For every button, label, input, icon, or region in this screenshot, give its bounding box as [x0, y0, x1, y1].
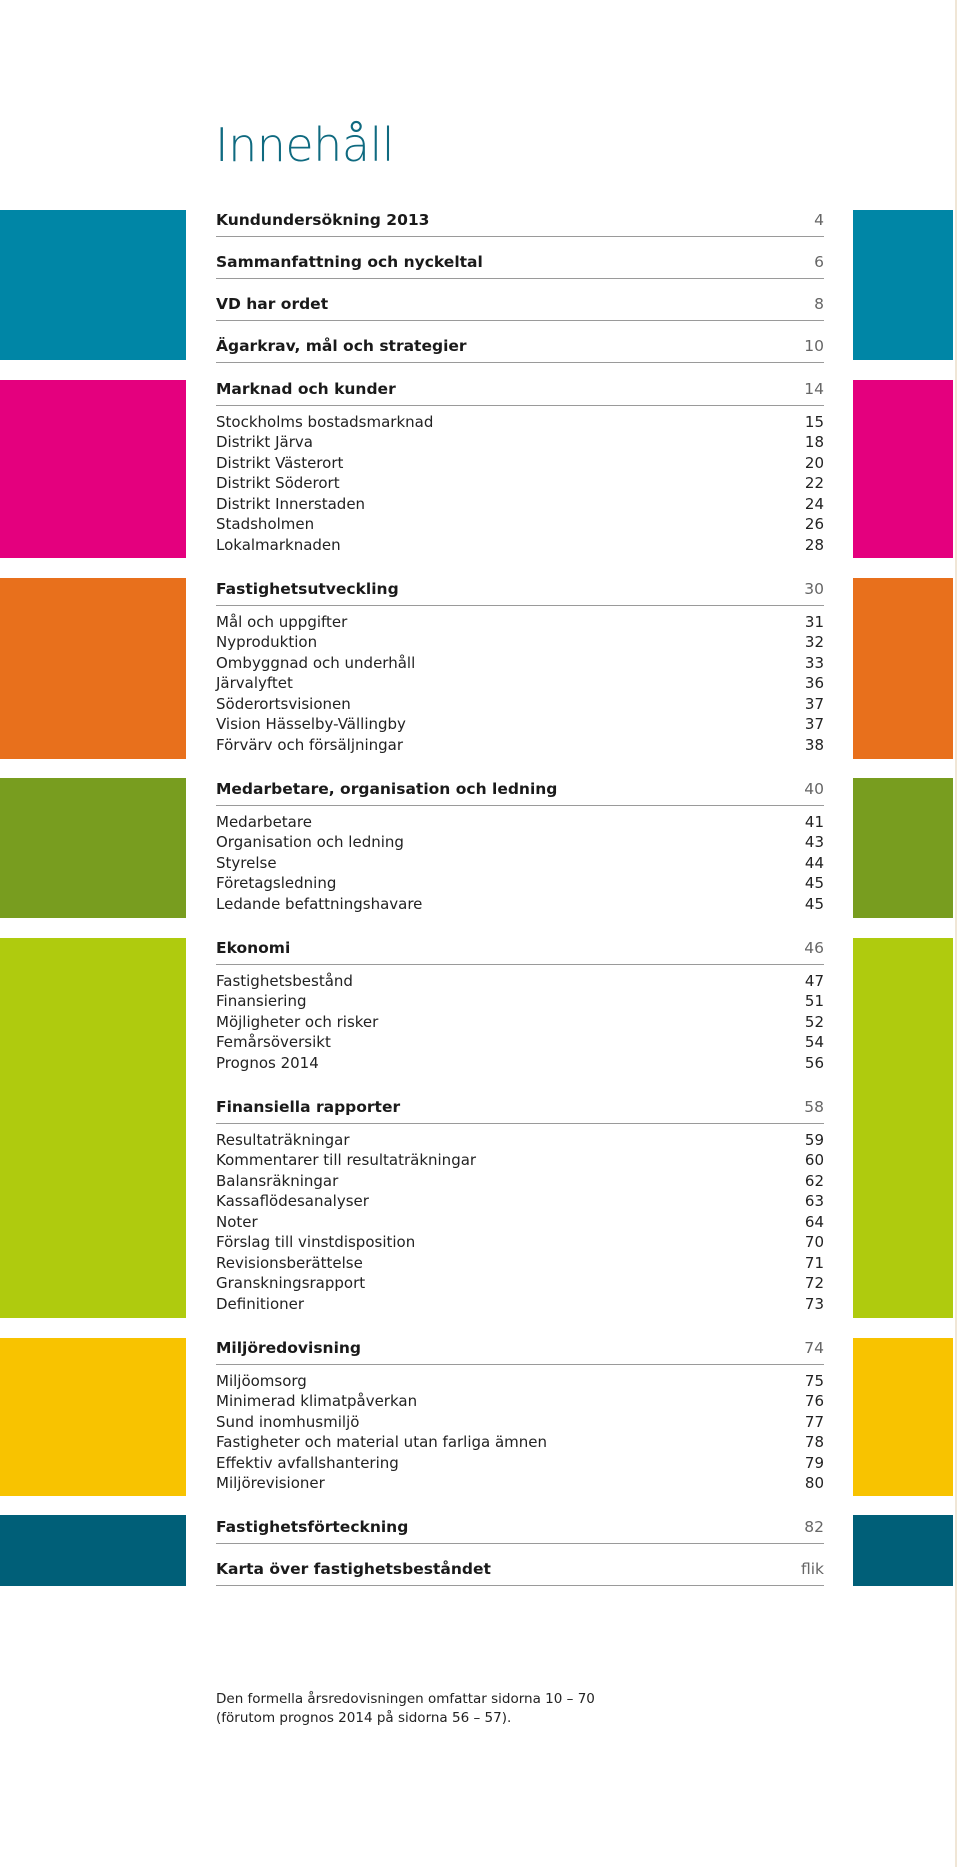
toc-item-page: 64: [804, 1213, 824, 1231]
toc-item-page: 37: [804, 715, 824, 733]
color-block-right-lime: [853, 938, 953, 1318]
toc-item[interactable]: [216, 632, 824, 652]
toc-section-label: Ekonomi: [216, 939, 291, 957]
toc-item-label: Söderortsvisionen: [216, 695, 351, 713]
toc-section-sammanfattning[interactable]: [216, 250, 824, 279]
toc-section-fastighetsforteckning[interactable]: [216, 1515, 824, 1544]
toc-item[interactable]: [216, 1391, 824, 1411]
toc-section-label: Kundundersökning 2013: [216, 211, 430, 229]
toc-item-page: 59: [804, 1131, 824, 1149]
toc-item-label: Kassaflödesanalyser: [216, 1192, 369, 1210]
toc-item[interactable]: [216, 714, 824, 734]
toc-item-page: 45: [804, 895, 824, 913]
toc-item-label: Nyproduktion: [216, 633, 318, 651]
toc-item[interactable]: [216, 1371, 824, 1391]
toc-item[interactable]: [216, 894, 824, 914]
toc-item-page: 26: [804, 515, 824, 533]
toc-section-page: 10: [804, 337, 824, 355]
toc-item-label: Kommentarer till resultaträkningar: [216, 1151, 477, 1169]
toc-item-label: Vision Hässelby-Vällingby: [216, 715, 406, 733]
toc-item-page: 60: [804, 1151, 824, 1169]
toc-section-label: VD har ordet: [216, 295, 329, 313]
toc-item[interactable]: [216, 1150, 824, 1170]
toc-section-label: Miljöredovisning: [216, 1339, 362, 1357]
toc-section-ekonomi[interactable]: [216, 936, 824, 965]
toc-section-medarbetare[interactable]: [216, 777, 824, 806]
footnote-line-2: (förutom prognos 2014 på sidorna 56 – 57).: [216, 1710, 512, 1726]
toc-item[interactable]: [216, 735, 824, 755]
footnote-line-1: Den formella årsredovisningen omfattar sidorna 10 – 70: [216, 1691, 595, 1707]
color-block-left-blue: [0, 210, 186, 360]
color-block-left-lime: [0, 938, 186, 1318]
toc-item-page: 47: [804, 972, 824, 990]
toc-item-page: 36: [804, 674, 824, 692]
toc-section-label: Fastighetsförteckning: [216, 1518, 409, 1536]
toc-item[interactable]: [216, 535, 824, 555]
toc-item-label: Granskningsrapport: [216, 1274, 366, 1292]
toc-item[interactable]: [216, 653, 824, 673]
color-block-right-yellow: [853, 1338, 953, 1496]
toc-item-label: Stockholms bostadsmarknad: [216, 413, 434, 431]
toc-item-label: Fastighetsbestånd: [216, 972, 353, 990]
toc-item-page: 73: [804, 1295, 824, 1313]
toc-section-finansiella-rapporter[interactable]: [216, 1095, 824, 1124]
toc-item-label: Definitioner: [216, 1295, 305, 1313]
toc-item-label: Lokalmarknaden: [216, 536, 341, 554]
color-block-right-magenta: [853, 380, 953, 558]
color-block-right-orange: [853, 578, 953, 759]
toc-item-page: 78: [804, 1433, 824, 1451]
toc-item-label: Minimerad klimatpåverkan: [216, 1392, 418, 1410]
toc-item-page: 62: [804, 1172, 824, 1190]
toc-item[interactable]: [216, 432, 824, 452]
toc-section-page: 6: [814, 253, 824, 271]
toc-item-page: 24: [804, 495, 824, 513]
toc-item-label: Organisation och ledning: [216, 833, 404, 851]
toc-item-label: Prognos 2014: [216, 1054, 319, 1072]
toc-item-page: 20: [804, 454, 824, 472]
toc-item-page: 43: [804, 833, 824, 851]
toc-item-page: 76: [804, 1392, 824, 1410]
toc-item-label: Distrikt Söderort: [216, 474, 340, 492]
toc-section-page: 58: [804, 1098, 824, 1116]
toc-item[interactable]: [216, 971, 824, 991]
toc-item-page: 72: [804, 1274, 824, 1292]
toc-item[interactable]: [216, 494, 824, 514]
toc-item-page: 18: [804, 433, 824, 451]
toc-item[interactable]: [216, 1191, 824, 1211]
toc-item-label: Förslag till vinstdisposition: [216, 1233, 416, 1251]
toc-section-page: 40: [804, 780, 824, 798]
toc-section-agarkrav[interactable]: [216, 334, 824, 363]
toc-item[interactable]: [216, 1171, 824, 1191]
toc-item-label: Järvalyftet: [216, 674, 293, 692]
toc-section-miljoredovisning[interactable]: [216, 1336, 824, 1365]
toc-item-label: Medarbetare: [216, 813, 312, 831]
toc-item[interactable]: [216, 991, 824, 1011]
toc-item-page: 41: [804, 813, 824, 831]
toc-item-label: Stadsholmen: [216, 515, 315, 533]
toc-item-label: Miljörevisioner: [216, 1474, 325, 1492]
color-block-right-teal: [853, 1515, 953, 1586]
toc-item[interactable]: [216, 453, 824, 473]
toc-item-page: 77: [804, 1413, 824, 1431]
color-block-right-olive: [853, 778, 953, 918]
color-block-left-yellow: [0, 1338, 186, 1496]
toc-item-label: Företagsledning: [216, 874, 337, 892]
toc-item-page: 37: [804, 695, 824, 713]
toc-item-page: 79: [804, 1454, 824, 1472]
toc-item[interactable]: [216, 673, 824, 693]
toc-section-label: Sammanfattning och nyckeltal: [216, 253, 483, 271]
toc-item-label: Resultaträkningar: [216, 1131, 350, 1149]
toc-item-page: 45: [804, 874, 824, 892]
toc-item-page: 63: [804, 1192, 824, 1210]
toc-item[interactable]: [216, 853, 824, 873]
toc-item-page: 56: [804, 1054, 824, 1072]
toc-item-label: Möjligheter och risker: [216, 1013, 379, 1031]
toc-item-label: Effektiv avfallshantering: [216, 1454, 399, 1472]
toc-item[interactable]: [216, 612, 824, 632]
toc-section-label: Finansiella rapporter: [216, 1098, 401, 1116]
toc-section-label: Ägarkrav, mål och strategier: [216, 337, 467, 355]
toc-item-page: 51: [804, 992, 824, 1010]
toc-item-page: 33: [804, 654, 824, 672]
toc-item[interactable]: [216, 1053, 824, 1073]
toc-item[interactable]: [216, 1453, 824, 1473]
toc-item-page: 32: [804, 633, 824, 651]
toc-item[interactable]: [216, 1473, 824, 1493]
toc-item[interactable]: [216, 873, 824, 893]
toc-item[interactable]: [216, 412, 824, 432]
toc-item-label: Miljöomsorg: [216, 1372, 307, 1390]
toc-section-label: Fastighetsutveckling: [216, 580, 399, 598]
toc-item-page: 38: [804, 736, 824, 754]
toc-item-label: Styrelse: [216, 854, 277, 872]
toc-item-label: Förvärv och försäljningar: [216, 736, 404, 754]
toc-item[interactable]: [216, 812, 824, 832]
toc-item-page: 70: [804, 1233, 824, 1251]
toc-section-page: flik: [800, 1560, 824, 1578]
toc-item[interactable]: [216, 1032, 824, 1052]
toc-section-label: Marknad och kunder: [216, 380, 396, 398]
toc-item-label: Distrikt Innerstaden: [216, 495, 366, 513]
toc-item-page: 80: [804, 1474, 824, 1492]
toc-item-page: 44: [804, 854, 824, 872]
toc-item[interactable]: [216, 1273, 824, 1293]
toc-item[interactable]: [216, 832, 824, 852]
toc-item-page: 71: [804, 1254, 824, 1272]
toc-item-label: Distrikt Västerort: [216, 454, 344, 472]
toc-item[interactable]: [216, 514, 824, 534]
toc-section-marknad[interactable]: [216, 377, 824, 406]
toc-item-page: 52: [804, 1013, 824, 1031]
toc-item-page: 75: [804, 1372, 824, 1390]
toc-item[interactable]: [216, 1212, 824, 1232]
toc-section-page: 14: [804, 380, 824, 398]
toc-item-label: Sund inomhusmiljö: [216, 1413, 360, 1431]
toc-section-vd-har-ordet[interactable]: [216, 292, 824, 321]
toc-item-page: 31: [804, 613, 824, 631]
toc-item[interactable]: [216, 1130, 824, 1150]
toc-item[interactable]: [216, 694, 824, 714]
toc-item-page: 54: [804, 1033, 824, 1051]
color-block-left-magenta: [0, 380, 186, 558]
color-block-left-teal: [0, 1515, 186, 1586]
toc-item-label: Noter: [216, 1213, 258, 1231]
toc-item[interactable]: [216, 1253, 824, 1273]
toc-section-page: 30: [804, 580, 824, 598]
toc-section-page: 4: [814, 211, 824, 229]
toc-item-label: Revisionsberättelse: [216, 1254, 363, 1272]
toc-item-page: 15: [804, 413, 824, 431]
toc-item[interactable]: [216, 473, 824, 493]
toc-section-label: Medarbetare, organisation och ledning: [216, 780, 558, 798]
toc-item-label: Mål och uppgifter: [216, 613, 348, 631]
page-edge-stripe: [955, 0, 957, 1867]
toc-item-page: 22: [804, 474, 824, 492]
toc-section-page: 46: [804, 939, 824, 957]
toc-item[interactable]: [216, 1294, 824, 1314]
toc-item-label: Balansräkningar: [216, 1172, 339, 1190]
toc-item-page: 28: [804, 536, 824, 554]
toc-item-label: Distrikt Järva: [216, 433, 313, 451]
toc-item[interactable]: [216, 1232, 824, 1252]
toc-section-page: 82: [804, 1518, 824, 1536]
color-block-left-olive: [0, 778, 186, 918]
toc-section-page: 8: [814, 295, 824, 313]
toc-section-label: Karta över fastighetsbeståndet: [216, 1560, 491, 1578]
toc-item-label: Femårsöversikt: [216, 1033, 331, 1051]
toc-section-fastighetsutveckling[interactable]: [216, 577, 824, 606]
toc-item-label: Finansiering: [216, 992, 307, 1010]
page-title: Innehåll: [215, 118, 395, 172]
toc-item[interactable]: [216, 1012, 824, 1032]
toc-item[interactable]: [216, 1412, 824, 1432]
color-block-left-orange: [0, 578, 186, 759]
toc-section-kundundersokning[interactable]: [216, 208, 824, 237]
toc-item-label: Ledande befattningshavare: [216, 895, 423, 913]
toc-section-karta[interactable]: [216, 1557, 824, 1586]
color-block-right-blue: [853, 210, 953, 360]
toc-item[interactable]: [216, 1432, 824, 1452]
toc-item-label: Fastigheter och material utan farliga ämnen: [216, 1433, 548, 1451]
toc-section-page: 74: [804, 1339, 824, 1357]
toc-item-label: Ombyggnad och underhåll: [216, 654, 416, 672]
footnote: [216, 1690, 595, 1728]
